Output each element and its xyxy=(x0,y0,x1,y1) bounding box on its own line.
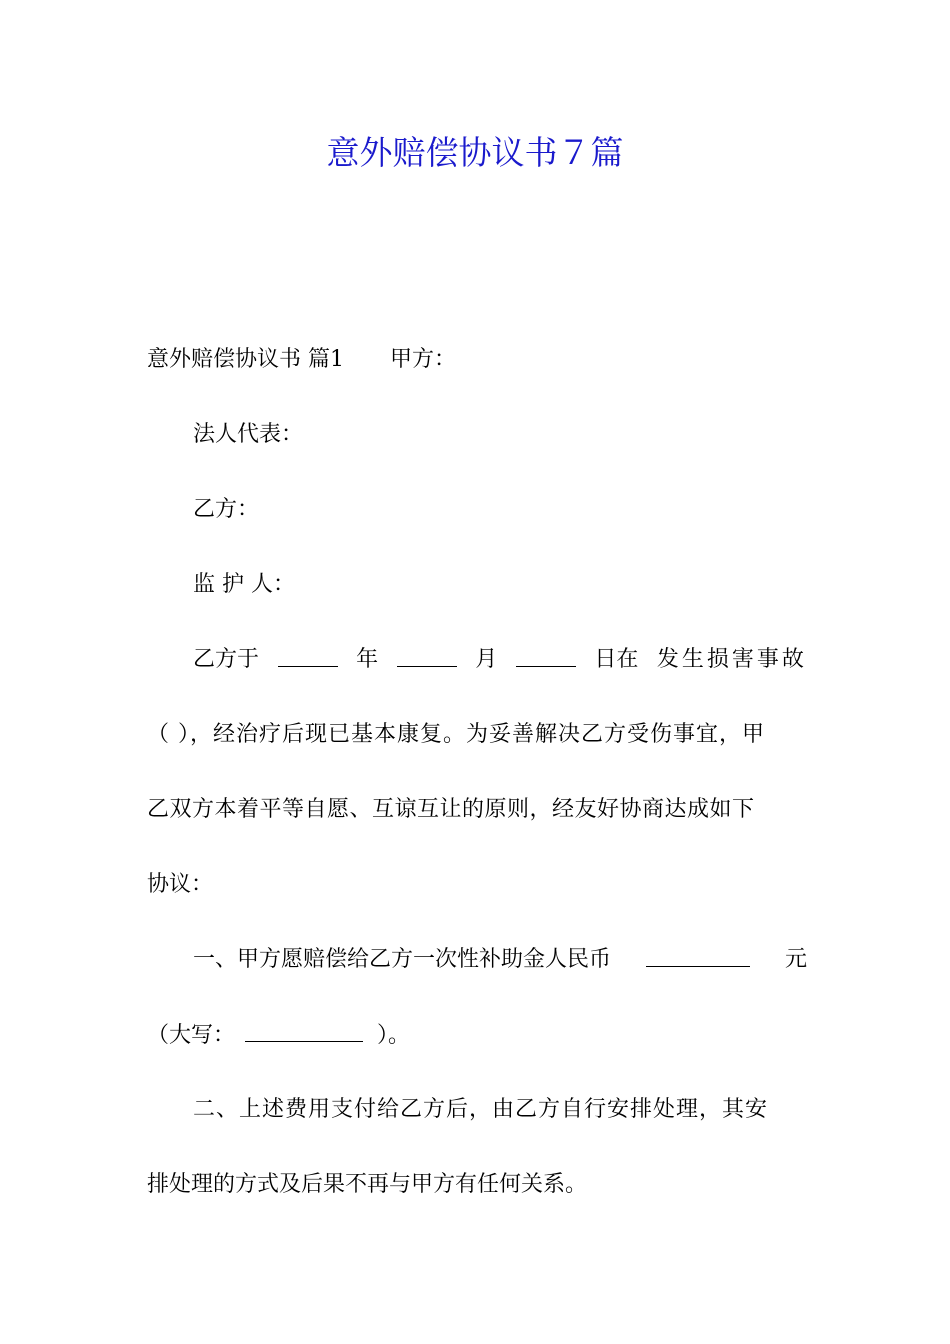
blank-field xyxy=(516,640,576,667)
party-b-label: 乙方： xyxy=(193,497,260,522)
amount-blank xyxy=(646,940,750,967)
text-segment: 元 xyxy=(784,947,807,972)
text-segment: 月 xyxy=(475,647,498,672)
clause-1-line-1 xyxy=(193,940,807,980)
text-segment: 发生损害事故 xyxy=(656,647,807,672)
paragraph-1-line-2: （ ），经治疗后现已基本康复。为妥善解决乙方受伤事宜，甲 xyxy=(147,722,765,747)
text-segment: 年 xyxy=(356,647,379,672)
text-segment: （大写： xyxy=(147,1023,236,1048)
paragraph-1-line-1 xyxy=(193,640,807,680)
section-heading xyxy=(147,340,807,380)
legal-rep-label: 法人代表： xyxy=(193,422,304,447)
clause-1-line-2 xyxy=(147,1015,807,1056)
paragraph-1-line-4: 协议： xyxy=(147,872,214,897)
amount-words-blank xyxy=(245,1015,363,1042)
text-segment: ）。 xyxy=(377,1023,411,1048)
clause-2-line-1: 二、上述费用支付给乙方后，由乙方自行安排处理，其安 xyxy=(193,1097,769,1122)
text-segment: 乙方于 xyxy=(193,647,260,672)
section-title: 意外赔偿协议书 篇1 xyxy=(147,347,344,372)
document-title: 意外赔偿协议书７篇 xyxy=(326,133,624,172)
blank-field xyxy=(397,640,457,667)
clause-2-line-2: 排处理的方式及后果不再与甲方有任何关系。 xyxy=(147,1172,588,1197)
text-segment: 日在 xyxy=(594,647,639,672)
party-a-label: 甲方： xyxy=(390,347,457,372)
paragraph-1-line-3: 乙双方本着平等自愿、互谅互让的原则，经友好协商达成如下 xyxy=(147,797,755,822)
blank-field xyxy=(278,640,338,667)
guardian-label: 监 护 人： xyxy=(193,572,295,597)
text-segment: 一、甲方愿赔偿给乙方一次性补助金人民币 xyxy=(193,947,612,972)
